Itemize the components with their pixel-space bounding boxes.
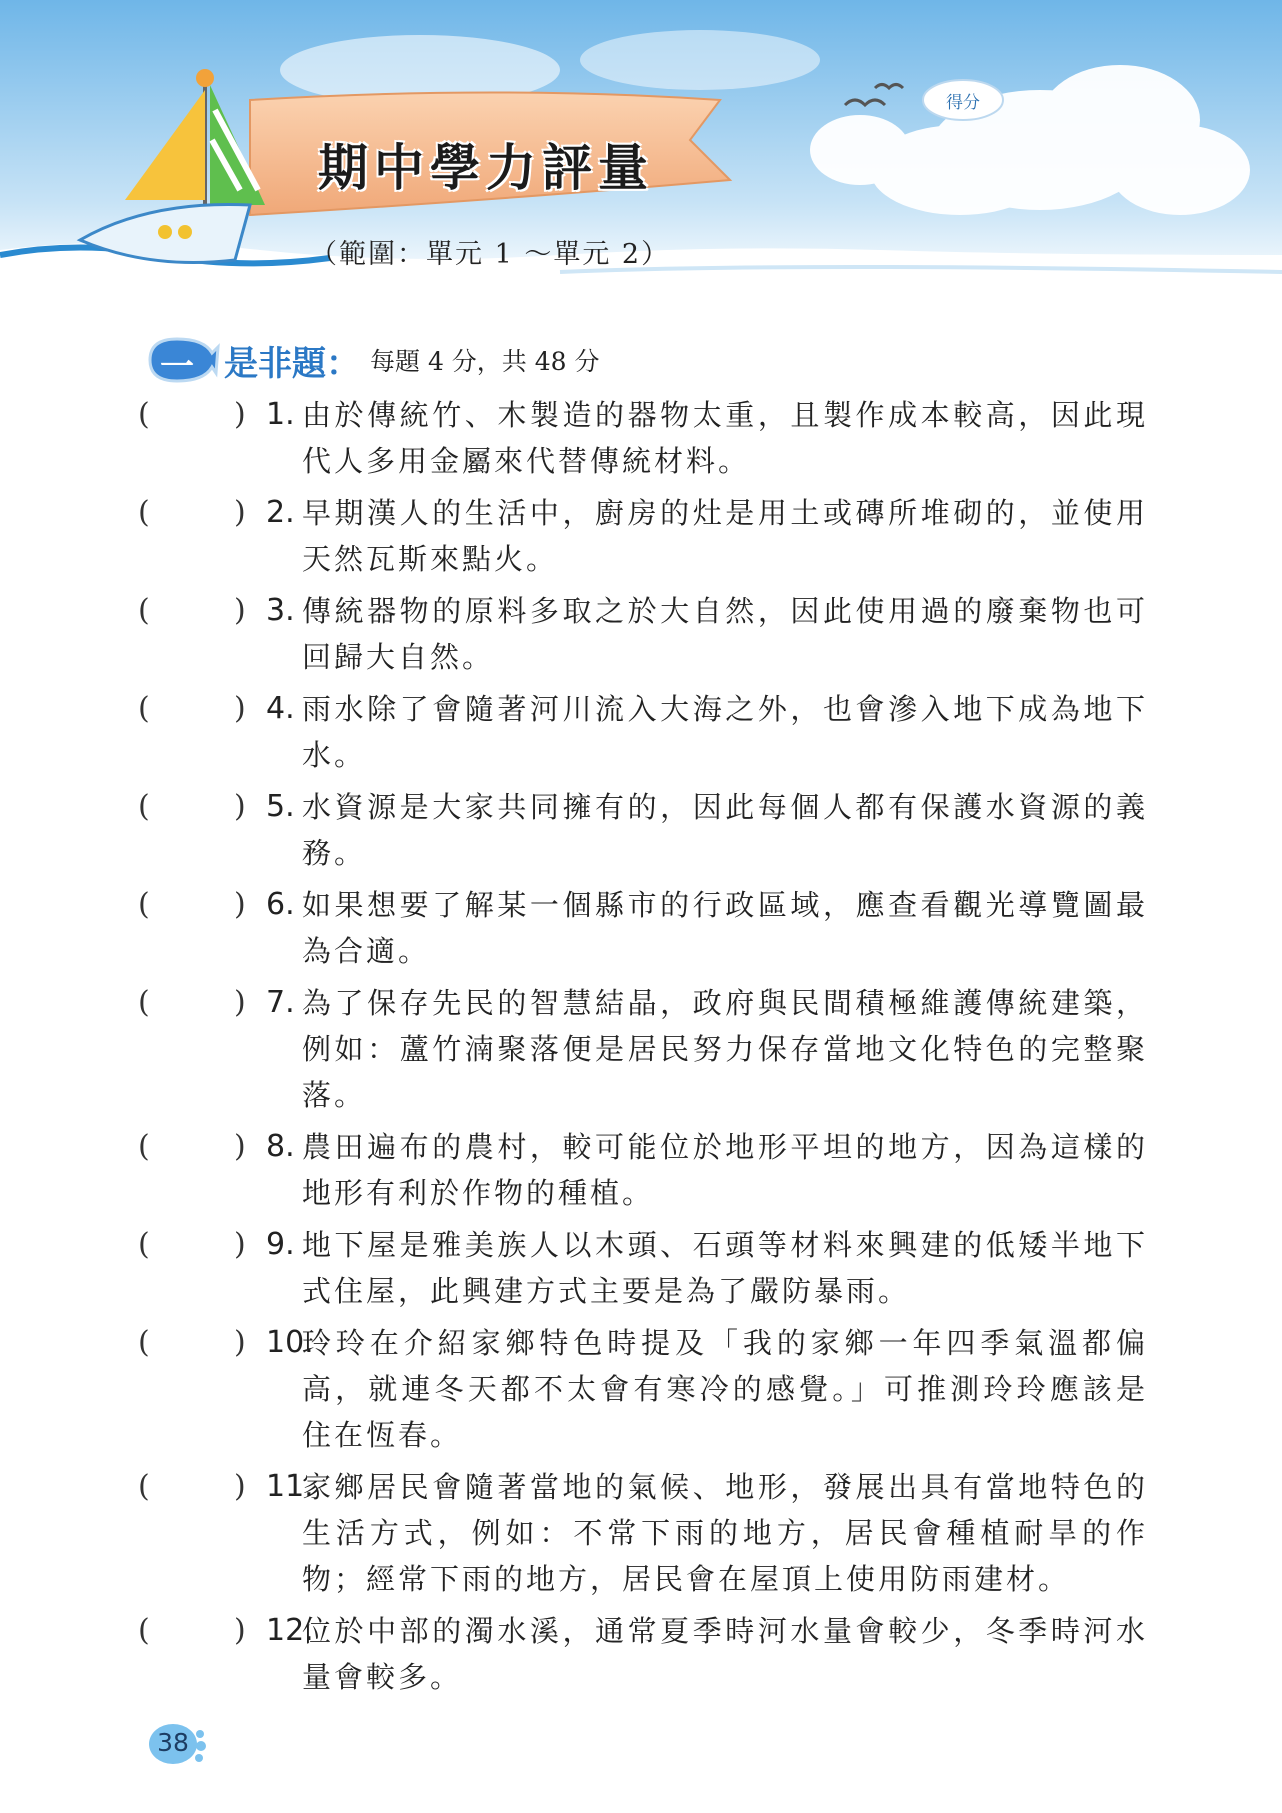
page-subtitle: （範圍：單元 1 ～單元 2） bbox=[310, 239, 671, 270]
answer-blank-close[interactable]: ) bbox=[234, 887, 246, 922]
answer-blank-open[interactable]: ( bbox=[138, 789, 150, 824]
question-text: 玲玲在介紹家鄉特色時提及「我的家鄉一年四季氣溫都偏高，就連冬天都不太會有寒冷的感覺。」可推測玲玲應該是住在恆春。 bbox=[302, 1326, 1148, 1452]
question-text: 家鄉居民會隨著當地的氣候、地形，發展出具有當地特色的生活方式，例如：不常下雨的地方，居民會種植耐旱的作物；經常下雨的地方，居民會在屋頂上使用防雨建材。 bbox=[302, 1470, 1148, 1596]
answer-blank-open[interactable]: ( bbox=[138, 1469, 150, 1504]
answer-blank-close[interactable]: ) bbox=[234, 691, 246, 726]
answer-blank-open[interactable]: ( bbox=[138, 887, 150, 922]
answer-blank-close[interactable]: ) bbox=[234, 985, 246, 1020]
question-number: 3. bbox=[266, 593, 295, 628]
question-number: 7. bbox=[266, 985, 295, 1020]
page-title: 期中學力評量 bbox=[318, 139, 654, 197]
question-item bbox=[138, 490, 1148, 582]
section-title: 是非題： bbox=[224, 343, 360, 384]
question-item bbox=[138, 980, 1148, 1118]
question-number: 9. bbox=[266, 1227, 295, 1262]
page-number: 38 bbox=[157, 1728, 189, 1757]
question-number: 11. bbox=[266, 1469, 314, 1504]
question-item bbox=[138, 1124, 1148, 1216]
answer-blank-open[interactable]: ( bbox=[138, 1325, 150, 1360]
page-number-badge bbox=[148, 1720, 204, 1768]
answer-blank-open[interactable]: ( bbox=[138, 691, 150, 726]
question-text: 由於傳統竹、木製造的器物太重，且製作成本較高，因此現代人多用金屬來代替傳統材料。 bbox=[302, 398, 1148, 478]
answer-blank-open[interactable]: ( bbox=[138, 985, 150, 1020]
question-item bbox=[138, 392, 1148, 484]
answer-blank-close[interactable]: ) bbox=[234, 1469, 246, 1504]
answer-blank-close[interactable]: ) bbox=[234, 495, 246, 530]
question-item bbox=[138, 784, 1148, 876]
question-item bbox=[138, 686, 1148, 778]
question-text: 水資源是大家共同擁有的，因此每個人都有保護水資源的義務。 bbox=[302, 790, 1148, 870]
question-number: 8. bbox=[266, 1129, 295, 1164]
question-list bbox=[138, 392, 1148, 1706]
question-item bbox=[138, 1464, 1148, 1602]
question-item bbox=[138, 1320, 1148, 1458]
answer-blank-open[interactable]: ( bbox=[138, 495, 150, 530]
question-number: 6. bbox=[266, 887, 295, 922]
answer-blank-open[interactable]: ( bbox=[138, 1227, 150, 1262]
question-item bbox=[138, 882, 1148, 974]
answer-blank-close[interactable]: ) bbox=[234, 1613, 246, 1648]
answer-blank-close[interactable]: ) bbox=[234, 397, 246, 432]
section-number: 一 bbox=[160, 347, 194, 387]
question-item bbox=[138, 588, 1148, 680]
question-text: 地下屋是雅美族人以木頭、石頭等材料來興建的低矮半地下式住屋，此興建方式主要是為了嚴防暴雨。 bbox=[302, 1228, 1148, 1308]
answer-blank-open[interactable]: ( bbox=[138, 1129, 150, 1164]
answer-blank-open[interactable]: ( bbox=[138, 1613, 150, 1648]
question-number: 12. bbox=[266, 1613, 314, 1648]
question-number: 5. bbox=[266, 789, 295, 824]
question-text: 為了保存先民的智慧結晶，政府與民間積極維護傳統建築，例如：蘆竹湳聚落便是居民努力保存當地文化特色的完整聚落。 bbox=[302, 986, 1148, 1112]
question-item bbox=[138, 1222, 1148, 1314]
answer-blank-close[interactable]: ) bbox=[234, 1227, 246, 1262]
question-item bbox=[138, 1608, 1148, 1700]
section-header bbox=[142, 335, 600, 385]
question-number: 10. bbox=[266, 1325, 314, 1360]
score-label: 得分 bbox=[946, 93, 980, 113]
question-number: 2. bbox=[266, 495, 295, 530]
question-text: 雨水除了會隨著河川流入大海之外，也會滲入地下成為地下水。 bbox=[302, 692, 1148, 772]
answer-blank-close[interactable]: ) bbox=[234, 1129, 246, 1164]
answer-blank-close[interactable]: ) bbox=[234, 789, 246, 824]
question-text: 農田遍布的農村，較可能位於地形平坦的地方，因為這樣的地形有利於作物的種植。 bbox=[302, 1130, 1148, 1210]
question-number: 4. bbox=[266, 691, 295, 726]
question-text: 傳統器物的原料多取之於大自然，因此使用過的廢棄物也可回歸大自然。 bbox=[302, 594, 1148, 674]
answer-blank-close[interactable]: ) bbox=[234, 593, 246, 628]
question-text: 如果想要了解某一個縣市的行政區域，應查看觀光導覽圖最為合適。 bbox=[302, 888, 1148, 968]
answer-blank-open[interactable]: ( bbox=[138, 397, 150, 432]
question-number: 1. bbox=[266, 397, 295, 432]
section-scoring-rule: 每題 4 分，共 48 分 bbox=[370, 347, 600, 376]
question-text: 早期漢人的生活中，廚房的灶是用土或磚所堆砌的，並使用天然瓦斯來點火。 bbox=[302, 496, 1148, 576]
answer-blank-close[interactable]: ) bbox=[234, 1325, 246, 1360]
section-badge bbox=[142, 335, 220, 385]
question-text: 位於中部的濁水溪，通常夏季時河水量會較少，冬季時河水量會較多。 bbox=[302, 1614, 1148, 1694]
answer-blank-open[interactable]: ( bbox=[138, 593, 150, 628]
